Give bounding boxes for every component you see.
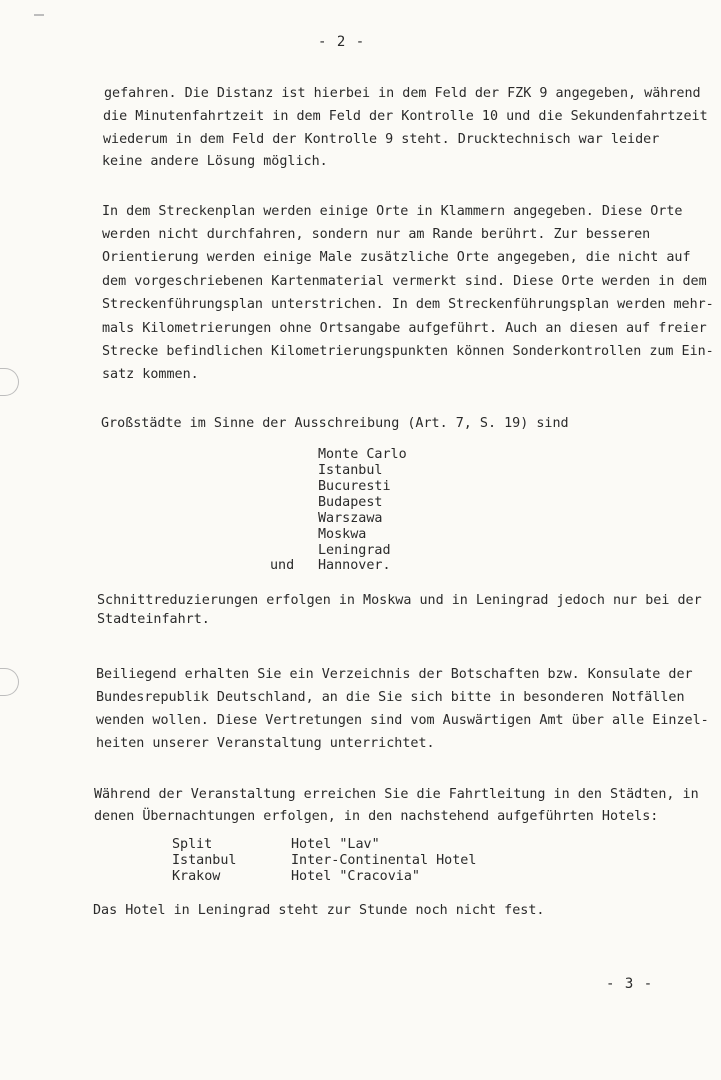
text-line: Das Hotel in Leningrad steht zur Stunde noch nicht fest.	[93, 903, 545, 918]
hotel-name: Inter-Continental Hotel	[291, 853, 477, 868]
text-line: heiten unserer Veranstaltung unterrichtet.	[96, 736, 435, 751]
city-und: und	[270, 558, 295, 573]
text-line: keine andere Lösung möglich.	[102, 154, 328, 169]
text-line: Schnittreduzierungen erfolgen in Moskwa und in Leningrad jedoch nur bei der	[97, 593, 702, 608]
text-line: dem vorgeschriebenen Kartenmaterial vermerkt sind. Diese Orte werden in dem	[102, 274, 707, 289]
city-item: Hannover.	[318, 558, 391, 573]
page-number-footer: - 3 -	[606, 976, 654, 992]
hotel-city: Split	[172, 837, 213, 852]
city-item: Moskwa	[318, 527, 367, 542]
text-line: mals Kilometrierungen ohne Ortsangabe aufgeführt. Auch an diesen auf freier	[102, 321, 707, 336]
city-item: Istanbul	[318, 463, 383, 478]
text-line: In dem Streckenplan werden einige Orte in Klammern angegeben. Diese Orte	[102, 204, 683, 219]
city-item: Budapest	[318, 495, 383, 510]
text-line: Streckenführungsplan unterstrichen. In dem Streckenführungsplan werden mehr-	[102, 297, 714, 312]
text-line: Bundesrepublik Deutschland, an die Sie sich bitte in besonderen Notfällen	[96, 690, 685, 705]
text-line: Beiliegend erhalten Sie ein Verzeichnis der Botschaften bzw. Konsulate der	[96, 667, 693, 682]
hotel-city: Istanbul	[172, 853, 237, 868]
hotel-city: Krakow	[172, 869, 221, 884]
hotel-name: Hotel "Cracovia"	[291, 869, 420, 884]
text-line: werden nicht durchfahren, sondern nur am Rande berührt. Zur besseren	[102, 227, 651, 242]
text-line: wenden wollen. Diese Vertretungen sind vom Auswärtigen Amt über alle Einzel-	[96, 713, 709, 728]
city-item: Monte Carlo	[318, 447, 407, 462]
text-line: gefahren. Die Distanz ist hierbei in dem Feld der FZK 9 angegeben, während	[104, 86, 701, 101]
punch-hole-top	[0, 368, 19, 396]
text-line: denen Übernachtungen erfolgen, in den nachstehend aufgeführten Hotels:	[94, 809, 659, 824]
page-number-header: - 2 -	[318, 34, 366, 50]
text-line: Orientierung werden einige Male zusätzliche Orte angegeben, die nicht auf	[102, 250, 691, 265]
text-line: Während der Veranstaltung erreichen Sie die Fahrtleitung in den Städten, in	[94, 787, 699, 802]
text-line: Strecke befindlichen Kilometrierungspunkten können Sonderkontrollen zum Ein-	[102, 344, 714, 359]
text-line: die Minutenfahrtzeit in dem Feld der Kontrolle 10 und die Sekundenfahrtzeit	[103, 109, 708, 124]
text-line: satz kommen.	[102, 367, 199, 382]
city-item: Leningrad	[318, 543, 391, 558]
text-line: Großstädte im Sinne der Ausschreibung (Art. 7, S. 19) sind	[101, 416, 569, 431]
hotel-name: Hotel "Lav"	[291, 837, 380, 852]
punch-hole-bottom	[0, 668, 19, 696]
text-line: Stadteinfahrt.	[97, 612, 210, 627]
text-line: wiederum in dem Feld der Kontrolle 9 steht. Drucktechnisch war leider	[103, 132, 660, 147]
city-item: Warszawa	[318, 511, 383, 526]
city-item: Bucuresti	[318, 479, 391, 494]
scan-mark	[34, 14, 44, 16]
